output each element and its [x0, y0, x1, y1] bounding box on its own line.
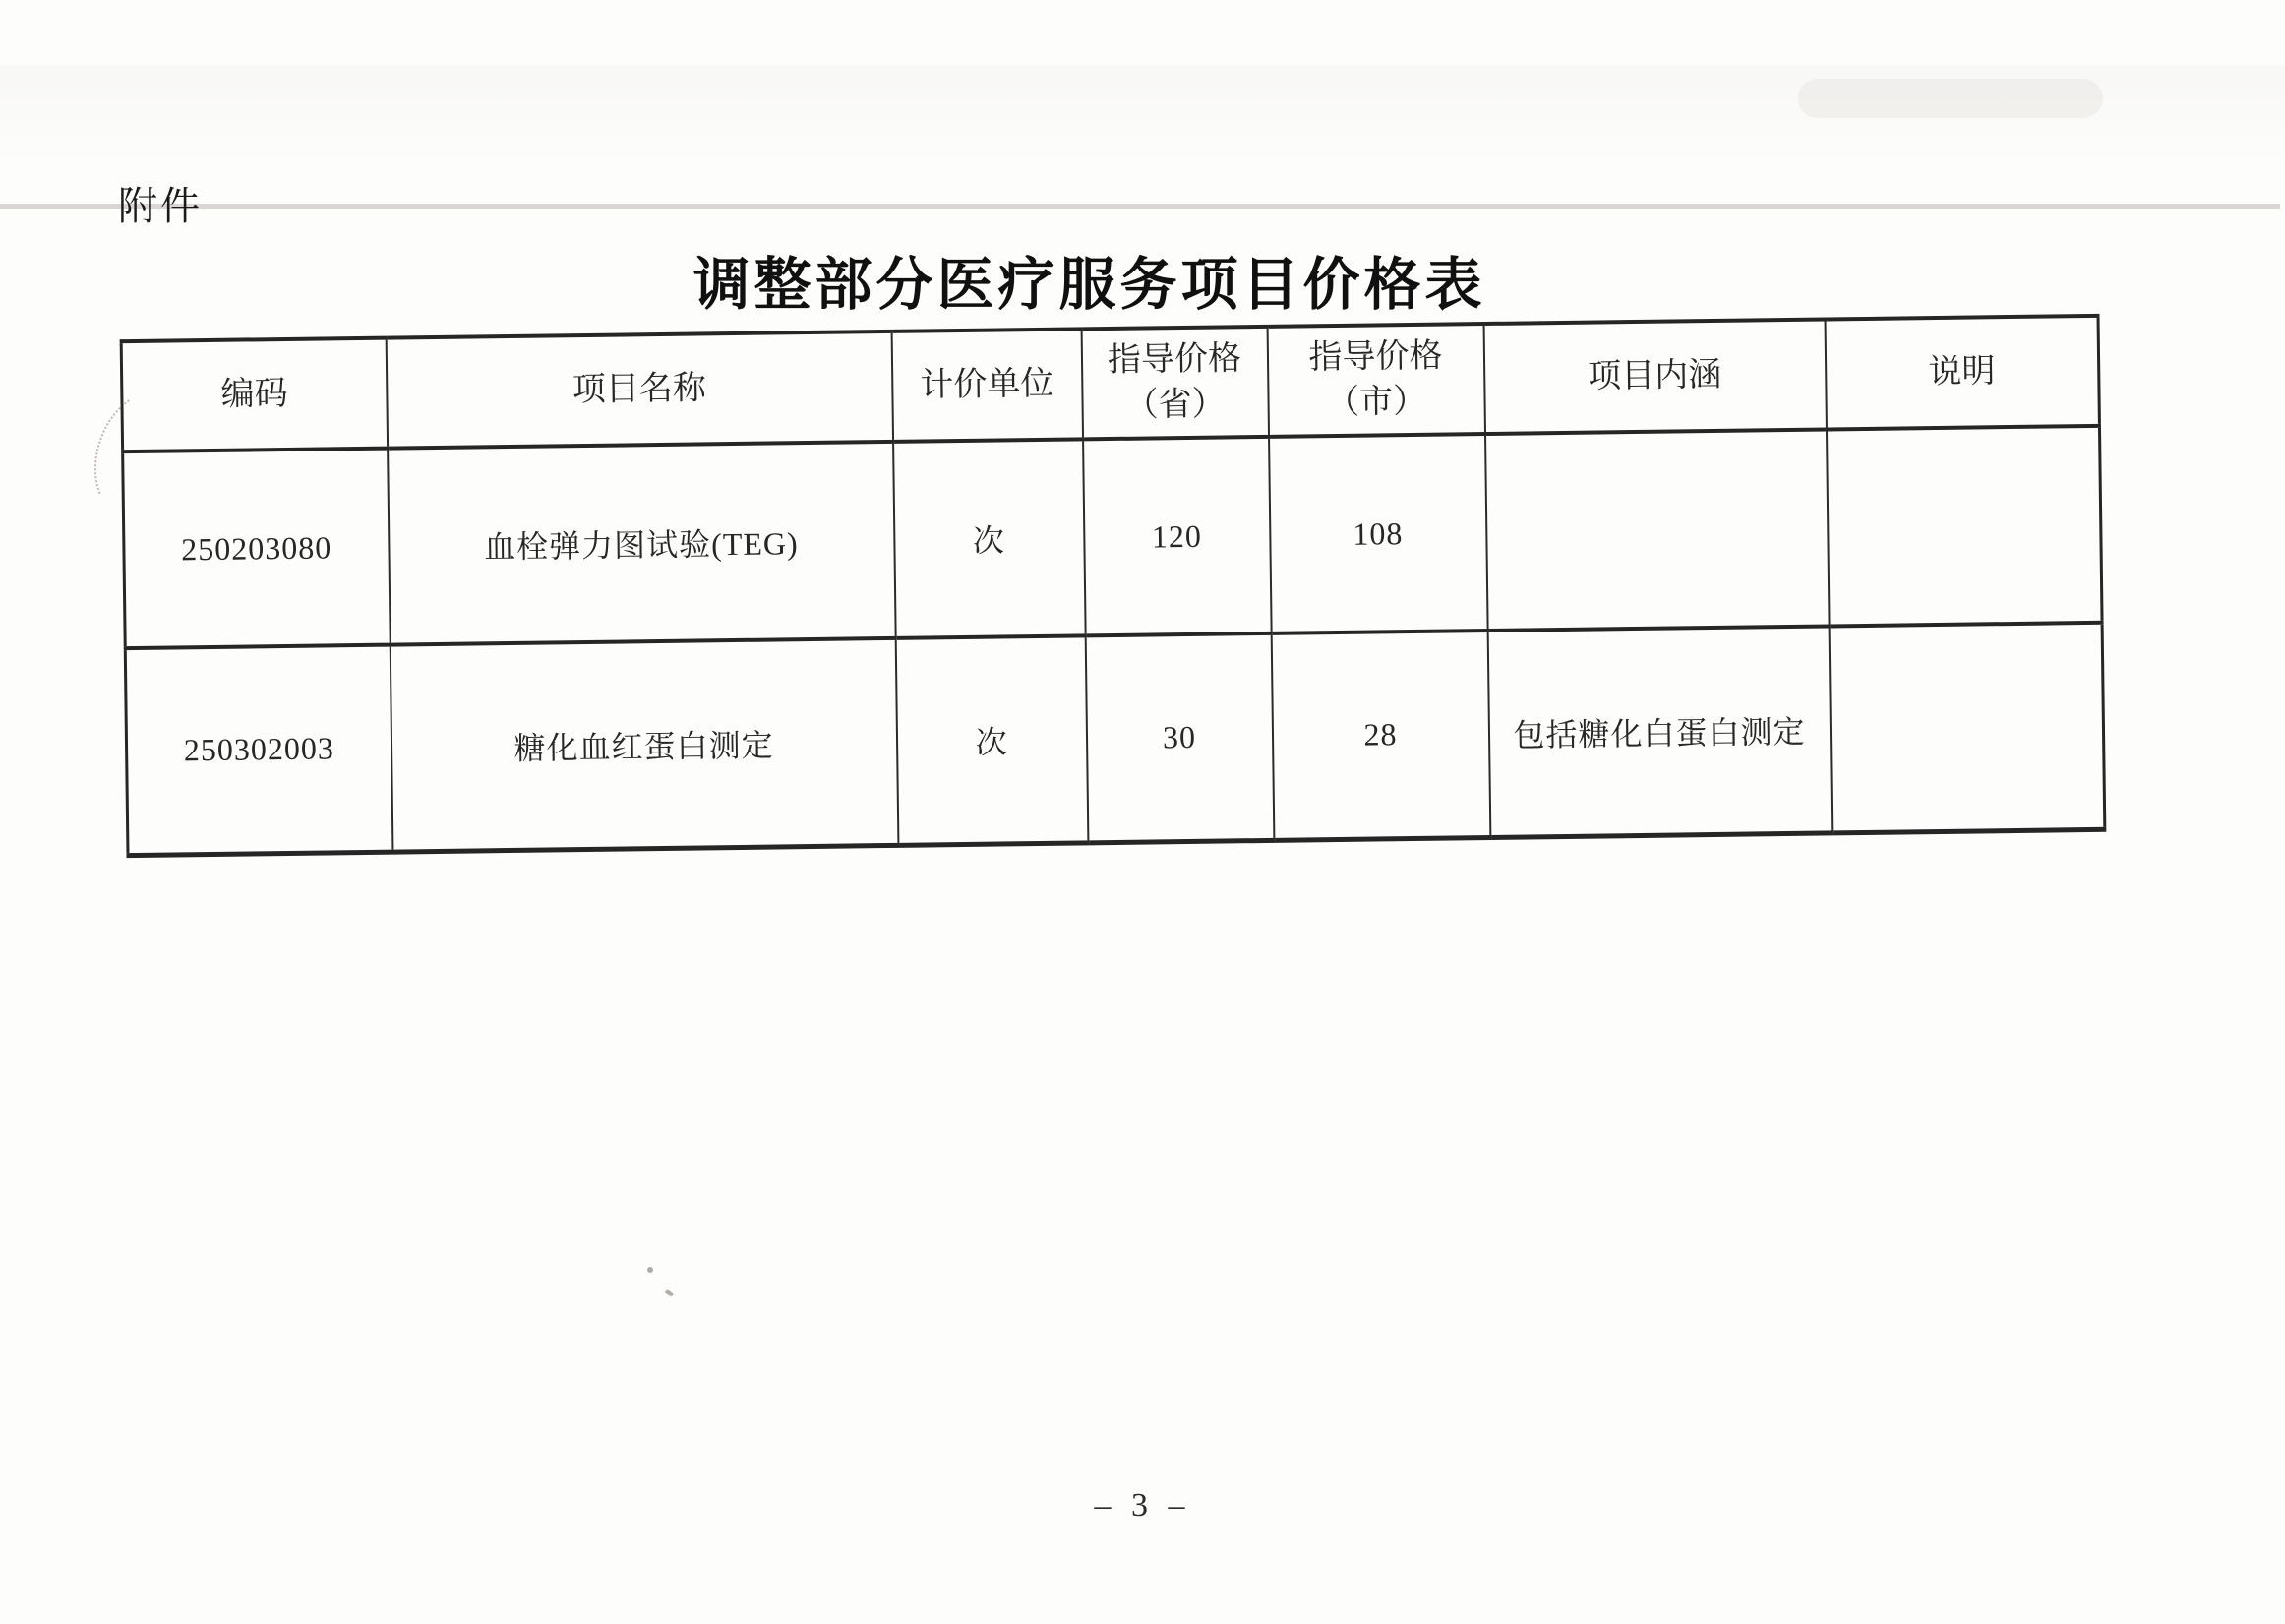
cell-guide-price-city: 108	[1269, 434, 1488, 633]
col-header-item-name: 项目名称	[386, 331, 892, 449]
scan-artifact-line	[0, 204, 2280, 209]
cell-guide-price-province: 30	[1085, 633, 1274, 842]
scan-artifact-dot	[664, 1289, 674, 1297]
cell-guide-price-province: 120	[1083, 437, 1272, 635]
col-header-guide-price-city: 指导价格 （市）	[1267, 324, 1484, 437]
cell-item-content: 包括糖化白蛋白测定	[1487, 626, 1832, 837]
scan-artifact-smudge	[1798, 79, 2103, 118]
col-header-pricing-unit: 计价单位	[891, 329, 1082, 442]
scan-artifact-dot	[647, 1267, 653, 1273]
page-number: – 3 –	[1094, 1487, 1191, 1524]
col-header-code: 编码	[121, 338, 387, 452]
cell-code: 250302003	[125, 645, 392, 856]
table-row	[125, 623, 2105, 855]
cell-code: 250203080	[123, 449, 391, 649]
col-header-guide-price-province: 指导价格 （省）	[1081, 327, 1268, 439]
cell-item-name: 血栓弹力图试验(TEG)	[388, 442, 896, 645]
cell-item-name: 糖化血红蛋白测定	[390, 638, 898, 852]
cell-pricing-unit: 次	[895, 635, 1088, 845]
cell-note	[1829, 623, 2105, 833]
price-table	[120, 314, 2104, 858]
cell-item-content	[1485, 429, 1830, 631]
attachment-label: 附件	[118, 185, 203, 228]
page-title: 调整部分医疗服务项目价格表	[692, 253, 1486, 317]
col-header-item-content: 项目内涵	[1483, 319, 1826, 434]
cell-pricing-unit: 次	[893, 439, 1086, 638]
table-row	[123, 426, 2102, 648]
cell-note	[1826, 426, 2102, 627]
col-header-note: 说明	[1825, 316, 2099, 430]
cell-guide-price-city: 28	[1271, 631, 1490, 840]
